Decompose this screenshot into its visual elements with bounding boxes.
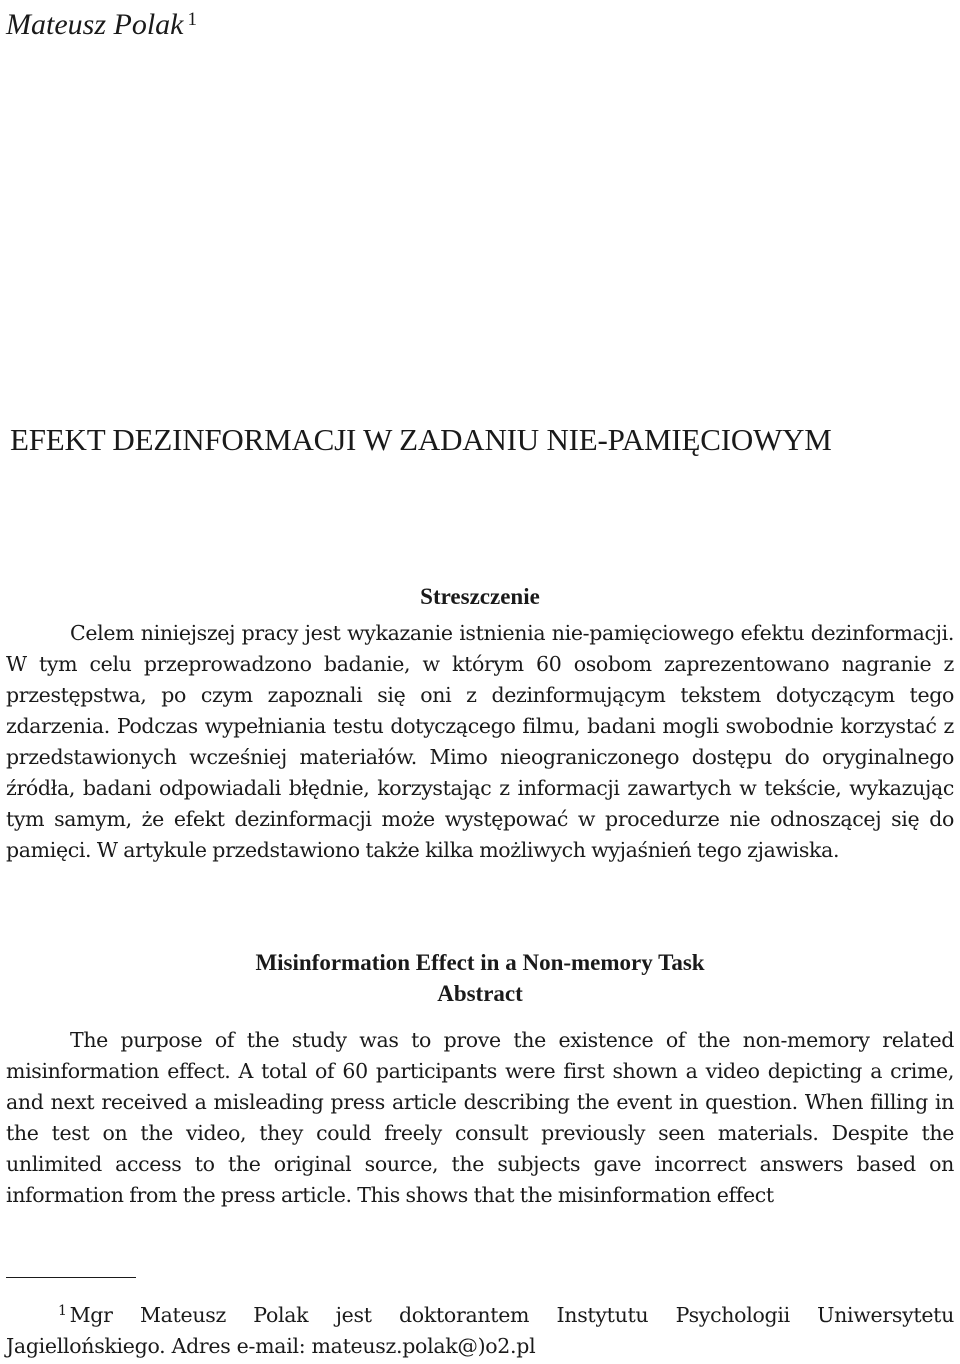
- abstract-pl-text: Celem niniejszej pracy jest wykazanie istnienia nie-pamięciowego efektu dezinformacji. W tym celu przeprowadzono badanie, w którym 60 osobom zaprezentowano nagranie z przestępstwa, po czym zapoznali się oni z dezinformującym tekstem dotyczącym tego zdarzenia. Podczas wypełniania testu dotyczącego filmu, badani mogli swobodnie korzystać z przedstawionych wcześniej materiałów. Mimo nieograniczonego dostępu do oryginalnego źródła, badani odpowiadali błędnie, korzystając z informacji zawartych w tekście, wykazując tym samym, że efekt dezinformacji może występować w procedurze nie odnoszącej się do pamięci. W artykule przedstawiono także kilka możliwych wyjaśnień tego zjawiska.: [6, 621, 954, 862]
- abstract-en-heading: Abstract: [437, 981, 523, 1006]
- footnote-text: Mgr Mateusz Polak jest doktorantem Instytutu Psychologii Uniwersytetu Jagiellońskiego. Adres e-mail: mateusz.polak@)o2.pl: [6, 1303, 954, 1358]
- footnote-divider: [6, 1277, 136, 1278]
- abstract-en-text: The purpose of the study was to prove the existence of the non-memory related misinformation effect. A total of 60 participants were first shown a video depicting a crime, and next received a misleading press article describing the event in question. When filling in the test on the video, they could freely consult previously seen materials. Despite the unlimited access to the original source, the subjects gave incorrect answers based on information from the press article. This shows that the misinformation effect: [6, 1028, 954, 1207]
- author-footnote-marker: 1: [187, 9, 197, 30]
- author-line: [6, 0, 197, 45]
- abstract-pl-heading: Streszczenie: [420, 584, 540, 609]
- footnote: [6, 1296, 954, 1362]
- paper-title: EFEKT DEZINFORMACJI W ZADANIU NIE-PAMIĘCIOWYM: [10, 422, 832, 457]
- author-name: Mateusz Polak: [6, 8, 184, 41]
- footnote-marker: 1: [58, 1303, 67, 1319]
- abstract-en-title: Misinformation Effect in a Non-memory Task: [255, 950, 705, 975]
